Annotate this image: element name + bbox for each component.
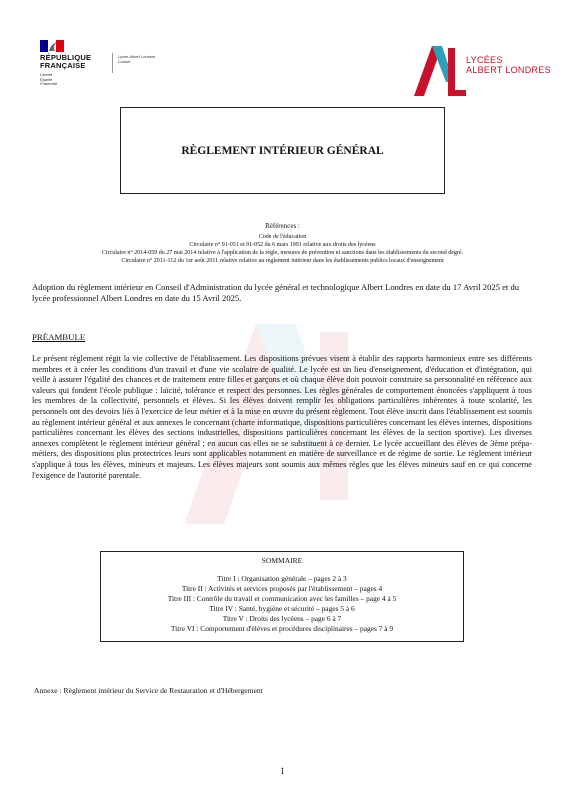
toc-list <box>101 574 463 634</box>
republic-title: RÉPUBLIQUE FRANÇAISE <box>40 53 92 70</box>
references <box>20 222 545 265</box>
title-box <box>120 107 445 194</box>
reference-line: Code de l'éducation <box>258 234 307 240</box>
school-name-small: Lycée Albert Londres Cusset <box>118 54 156 64</box>
reference-line: Circulaire n° 91-051 et 91-052 du 6 mars 1991 relative aux droits des lycéens <box>189 242 376 248</box>
republique-francaise-logo <box>40 40 150 100</box>
toc-title: SOMMAIRE <box>261 556 303 565</box>
lycee-logo-icon <box>408 42 468 98</box>
page-number: 1 <box>280 766 285 776</box>
header-separator <box>112 53 113 73</box>
toc-item: Titre III : Contrôle du travail et communication avec les familles – page 4 à 5 <box>167 594 397 603</box>
lycee-logo-text: LYCÉES ALBERT LONDRES <box>466 55 551 75</box>
toc-item: Titre V : Droits des lycéens – page 6 à 7 <box>222 614 342 623</box>
annex-note: Annexe : Règlement intérieur du Service de Restauration et d'Hébergement <box>34 686 263 695</box>
toc-item: Titre VI : Comportement d'élèves et procédures disciplinaires – pages 7 à 9 <box>170 624 394 633</box>
table-of-contents <box>100 551 464 642</box>
toc-item: Titre II : Activités et services proposés par l'établissement – pages 4 <box>181 584 383 593</box>
adoption-paragraph: Adoption du règlement intérieur en Conseil d'Administration du lycée général et technologique Albert Londres en date du 17 Avril 2025 et du lycée professionnel Albert Londres en date du 15 Avril 2025. <box>32 282 520 303</box>
toc-item: Titre I : Organisation générale – pages 2 à 3 <box>217 574 347 583</box>
references-heading: Références : <box>265 222 300 230</box>
toc-item: Titre IV : Santé, hygiène et sécurité – pages 5 à 6 <box>209 604 355 613</box>
preamble-paragraph: Le présent règlement régit la vie collective de l'établissement. Les dispositions prévues visent à établir des rapports harmonieux entre ses différents membres et à créer les conditions d'un travail et d'une vie scolaire de qualité. Le lycée est un lieu d'enseignement, d'éducation et d'intégration, qui veille à assurer l'égalité des chances et de traitement entre filles et garçons et où chaque élève doit pouvoir construire sa personnalité en référence aux valeurs qui fondent l'école publique : laïcité, tolérance et respect des personnes. Les règles générales de comportement énoncées s'appliquent à tous les membres de la collectivité, personnels et élèves. Si les élèves doivent remplir les obligations particulières inhérentes à toute scolarité, les personnels ont des devoirs liés à l'exercice de leur métier et à la mise en œuvre du présent règlement. Tout élève inscrit dans l'établissement est soumis au règlement intérieur général et aux annexes le concernant (charte informatique, dispositions particulières concernant les élèves internes, dispositions particulières concernant les élèves des sections industrielles, dispositions particulières concernant les élèves de la section sportive). Les diverses annexes complètent le règlement intérieur général ; en aucun cas elles ne se substituent à ce dernier. Le lycée accueillant des élèves de 3ème prépa-métiers, des dispositions plus protectrices leurs sont applicables notamment en matière de surveillance et de régime de sortie. Le règlement intérieur s'applique à tous les élèves, mineurs et majeurs. Les élèves majeurs sont soumis aux mêmes règles que les élèves mineurs sauf en ce qui concerne l'exigence de l'autorité parentale. <box>32 354 532 480</box>
preamble-heading: PRÉAMBULE <box>32 332 86 342</box>
marianne-icon <box>40 40 64 52</box>
republic-motto: Liberté Égalité Fraternité <box>40 72 58 87</box>
document-title: RÈGLEMENT INTÉRIEUR GÉNÉRAL <box>181 144 384 157</box>
reference-line: Circulaire n° 2014-059 du 27 mai 2014 relative à l'application de la règle, mesures de prévention et sanctions dans les établissements du second degré. <box>101 250 464 256</box>
reference-line: Circulaire n° 2011-112 du 1er août 2011 relative relative au règlement intérieur dans les établissements publics locaux d'enseignement <box>121 258 444 264</box>
